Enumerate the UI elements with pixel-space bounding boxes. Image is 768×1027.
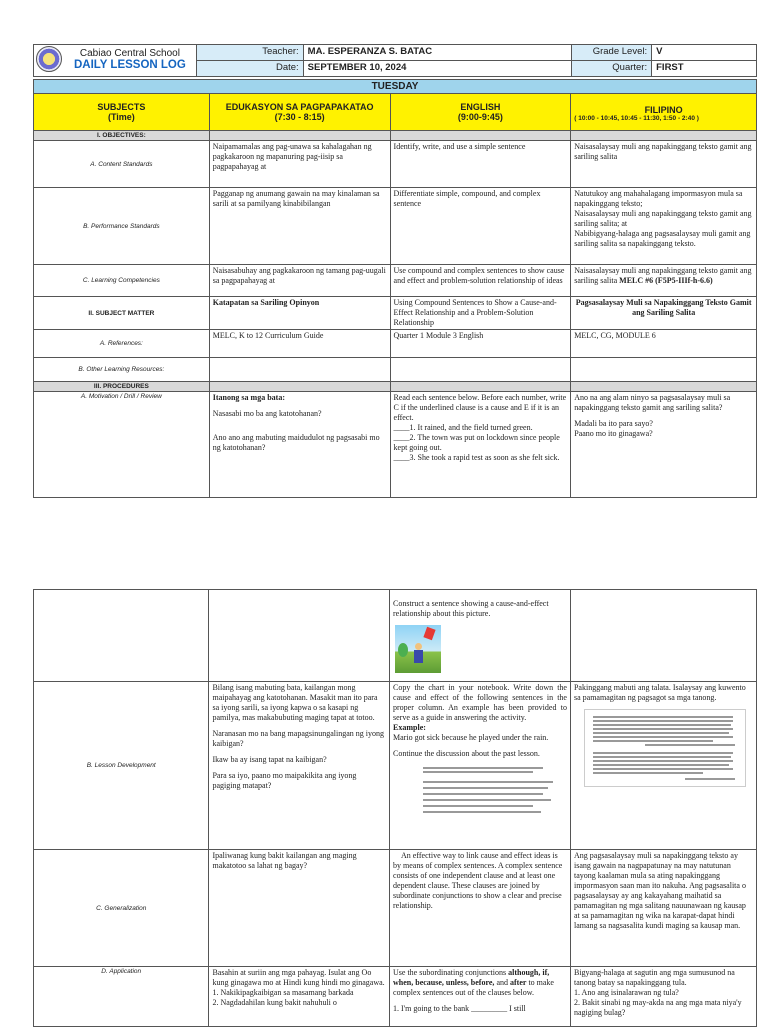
subject-english: Using Compound Sentences to Show a Cause-and-Effect Relationship and a Problem-Solution Relationship [390,297,571,330]
content-english: Identify, write, and use a simple sentence [390,141,571,188]
picture-activity: Construct a sentence showing a cause-and-effect relationship about this picture. [390,590,571,682]
grade-value: V [652,45,757,61]
lesson-table-page-1 [33,79,757,498]
english-header: ENGLISH (9:00-9:45) [390,94,571,131]
references-esp: MELC, K to 12 Curriculum Guide [209,330,390,358]
filipino-header [571,94,757,131]
performance-esp: Pagganap ng anumang gawain na may kinalaman sa sarili at sa pamilyang kinabibilangan [209,188,390,265]
application-filipino: Bigyang-halaga at sagutin ang mga sumusunod na tanong batay sa napakinggang tula. 1. Ano ang isinalarawan ng tula? 2. Bakit sinabi ng may-akda na ang mga mata niya'y nagiging bulag? [570,967,756,1027]
other-resources-label: B. Other Learning Resources: [34,358,210,382]
school-seal-icon [36,46,62,72]
poem-text-thumbnail [584,709,746,787]
performance-filipino: Natutukoy ang mahahalagang impormasyon mula sa napakinggang teksto; Naisasalaysay muli ang napakinggang teksto gamit ang sariling salita; at Nabibigyang-halaga ang pagsasalaysay muli gamit ang sariling salita sa napakinggang teksto. [571,188,757,265]
development-english: Copy the chart in your notebook. Write down the cause and effect of the following sentences in the proper column. An example has been provided to serve as a guide in answering the activity. Example: Mario got sick because he played under the rain. Continue the discussion about the past lesson. [390,682,571,850]
performance-english: Differentiate simple, compound, and complex sentence [390,188,571,265]
melc-code: MELC #6 (F5P5-IIIf-h-6.6) [619,276,713,285]
page-title: DAILY LESSON LOG [73,58,186,71]
school-cell [34,45,197,77]
references-label: A. References: [34,330,210,358]
grade-label: Grade Level: [572,45,652,61]
competencies-english: Use compound and complex sentences to show cause and effect and problem-solution relationship of ideas [390,265,571,297]
content-standards-label: A. Content Standards [34,141,210,188]
filipino-title: FILIPINO [644,104,683,115]
filipino-time: ( 10:00 - 10:45, 10:45 - 11:30, 1:50 - 2:40 ) [574,114,699,122]
generalization-english: An effective way to link cause and effect ideas is by means of complex sentences. A complex sentence consists of one independent clause and at least one dependent clause. These clauses are joined by subordinate conjunctions to show a clear and precise relationship. [390,850,571,967]
motivation-english: Read each sentence below. Before each number, write C if the underlined clause is a cause and E if it is an effect. ____1. It rained, and the field turned green. ____2. The town was put on lockdown since people kept going out. ____3. She took a rapid test as soon as she felt sick. [390,392,571,498]
teacher-label: Teacher: [196,45,303,61]
header-table [33,44,757,77]
quarter-label: Quarter: [572,61,652,77]
generalization-esp: Ipaliwanag kung bakit kailangan ang maging makatotoo sa lahat ng bagay? [209,850,390,967]
subject-matter-label: II. SUBJECT MATTER [34,297,210,330]
performance-standards-label: B. Performance Standards [34,188,210,265]
date-value: SEPTEMBER 10, 2024 [303,61,572,77]
motivation-label: A. Motivation / Drill / Review [34,392,210,498]
boy-flying-kite-picture [395,625,441,673]
competencies-filipino: Naisasalaysay muli ang napakinggang teksto gamit ang sariling salita MELC #6 (F5P5-IIIf-h-6.6) [571,265,757,297]
content-filipino: Naisasalaysay muli ang napakinggang teksto gamit ang sariling salita [571,141,757,188]
content-esp: Naipamamalas ang pag-unawa sa kahalagahan ng pagkakaroon ng mapanuring pag-iisip sa pagpapahayag at [209,141,390,188]
competencies-esp: Naisasabuhay ang pagkakaroon ng tamang pag-uugali sa pagpapahayag at [209,265,390,297]
learning-competencies-label: C. Learning Competencies [34,265,210,297]
motivation-filipino: Ano na ang alam ninyo sa pagsasalaysay muli sa napakinggang teksto gamit ang sariling salita? Madali ba ito para sayo? Paano mo ito ginagawa? [571,392,757,498]
generalization-label: C. Generalization [34,850,209,967]
school-name: Cabiao Central School [79,47,180,59]
procedures-label: III. PROCEDURES [34,382,210,392]
day-header: TUESDAY [34,80,757,94]
teacher-value: MA. ESPERANZA S. BATAC [303,45,572,61]
lesson-development-label: B. Lesson Development [34,682,209,850]
subjects-header: SUBJECTS (Time) [34,94,210,131]
generalization-filipino: Ang pagsasalaysay muli sa napakinggang teksto ay isang gawain na nagpapatunay na may natutunan tayong kaalaman mula sa ating napakinggang impormasyon saan man ito nakuha. Ang pagsasalita o pagsasalaysay ay ang kakayahang maihatid sa pamamagitan ng mga salitang nauunawaan ng kausap at sa pamamagitan ng wika na karapat-dapat hindi lamang sa nagsasalita kundi maging sa kausap man. [570,850,756,967]
references-english: Quarter 1 Module 3 English [390,330,571,358]
application-esp: Basahin at suriin ang mga pahayag. Isulat ang Oo kung ginagawa mo at Hindi kung hindi mo ginagawa. 1. Nakikipagkaibigan sa masamang barkada 2. Nagdadahilan kung bakit nahuhuli o [209,967,390,1027]
subject-filipino: Pagsasalaysay Muli sa Napakinggang Teksto Gamit ang Sariling Salita [571,297,757,330]
development-esp: Bilang isang mabuting bata, kailangan mong maipahayag ang katotohanan. Masakit man ito para sa iyong sarili, sa iyong kapwa o sa kasapi ng pamilya, mas makabubuting maging tapat at totoo. Naranasan mo na bang mapagsinungalingan ng iyong kaibigan? Ikaw ba ay isang tapat na kaibigan? Para sa iyo, paano mo maipakikita ang iyong pagiging matapat? [209,682,390,850]
cause-effect-sentences-thumbnail [393,763,563,825]
esp-header: EDUKASYON SA PAGPAPAKATAO (7:30 - 8:15) [209,94,390,131]
subject-esp: Katapatan sa Sariling Opinyon [209,297,390,330]
development-filipino: Pakinggang mabuti ang talata. Isalaysay ang kuwento sa pamamagitan ng pagsagot sa mga tanong. [570,682,756,850]
date-label: Date: [196,61,303,77]
motivation-esp: Itanong sa mga bata: Nasasabi mo ba ang katotohanan? Ano ano ang mabuting maidudulot ng pagsasabi mo ng katotohanan? [209,392,390,498]
references-filipino: MELC, CG, MODULE 6 [571,330,757,358]
application-label: D. Application [34,967,209,1027]
objectives-label: I. OBJECTIVES: [34,131,210,141]
application-english: Use the subordinating conjunctions although, if, when, because, unless, before, and after to make complex sentences out of the clauses below. 1. I'm going to the bank _________ I still [390,967,571,1027]
quarter-value: FIRST [652,61,757,77]
lesson-table-page-2 [33,589,757,1027]
